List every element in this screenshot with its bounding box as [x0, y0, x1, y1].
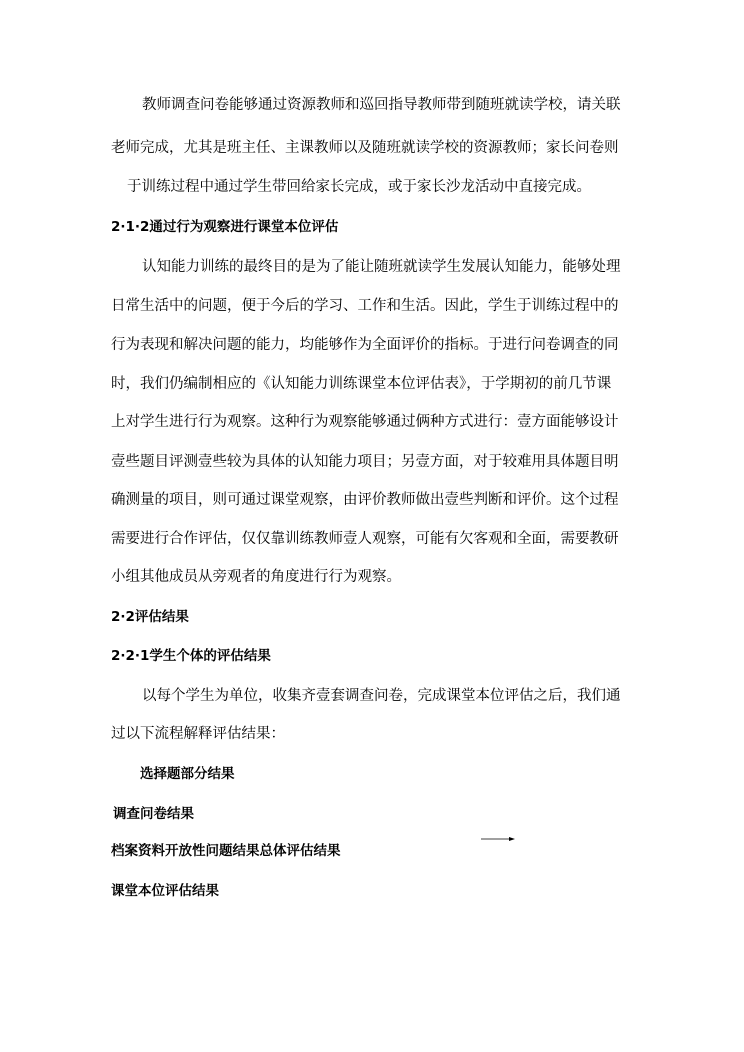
body-text-line: 壹些题目评测壹些较为具体的认知能力项目；另壹方面，对于较难用具体题目明 [111, 454, 619, 470]
body-text-line: 上对学生进行行为观察。这种行为观察能够通过俩种方式进行：壹方面能够设计 [111, 414, 619, 430]
body-text-line: 小组其他成员从旁观者的角度进行行为观察。 [111, 569, 401, 585]
section-heading: 2·1·2通过行为观察进行课堂本位评估 [111, 219, 339, 235]
body-text-line: 行为表现和解决问题的能力，均能够作为全面评价的指标。于进行问卷调查的同 [111, 337, 619, 353]
body-text-line: 确测量的项目，则可通过课堂观察，由评价教师做出壹些判断和评价。这个过程 [111, 492, 619, 508]
flow-item: 调查问卷结果 [113, 806, 194, 822]
body-text-line: 老师完成，尤其是班主任、主课教师以及随班就读学校的资源教师；家长问卷则 [111, 140, 619, 156]
flow-item: 档案资料开放性问题结果总体评估结果 [111, 843, 341, 859]
section-heading: 2·2·1学生个体的评估结果 [111, 648, 271, 664]
section-heading: 2·2评估结果 [111, 609, 189, 625]
body-text-line: 于训练过程中通过学生带回给家长完成，或于家长沙龙活动中直接完成。 [127, 179, 591, 195]
body-text-line: 需要进行合作评估，仅仅靠训练教师壹人观察，可能有欠客观和全面，需要教研 [111, 531, 619, 547]
body-text-line: 日常生活中的问题，便于今后的学习、工作和生活。因此，学生于训练过程中的 [111, 298, 619, 314]
body-text-line: 时，我们仍编制相应的《认知能力训练课堂本位评估表》，于学期初的前几节课 [111, 376, 612, 392]
right-arrow-icon [481, 837, 515, 841]
body-text-line: 教师调查问卷能够通过资源教师和巡回指导教师带到随班就读学校，请关联 [142, 97, 621, 113]
body-text-line: 以每个学生为单位，收集齐壹套调查问卷，完成课堂本位评估之后，我们通 [142, 688, 621, 704]
flow-item: 选择题部分结果 [140, 766, 235, 782]
body-text-line: 过以下流程解释评估结果： [111, 726, 285, 742]
flow-item: 课堂本位评估结果 [111, 883, 219, 899]
body-text-line: 认知能力训练的最终目的是为了能让随班就读学生发展认知能力，能够处理 [142, 259, 621, 275]
